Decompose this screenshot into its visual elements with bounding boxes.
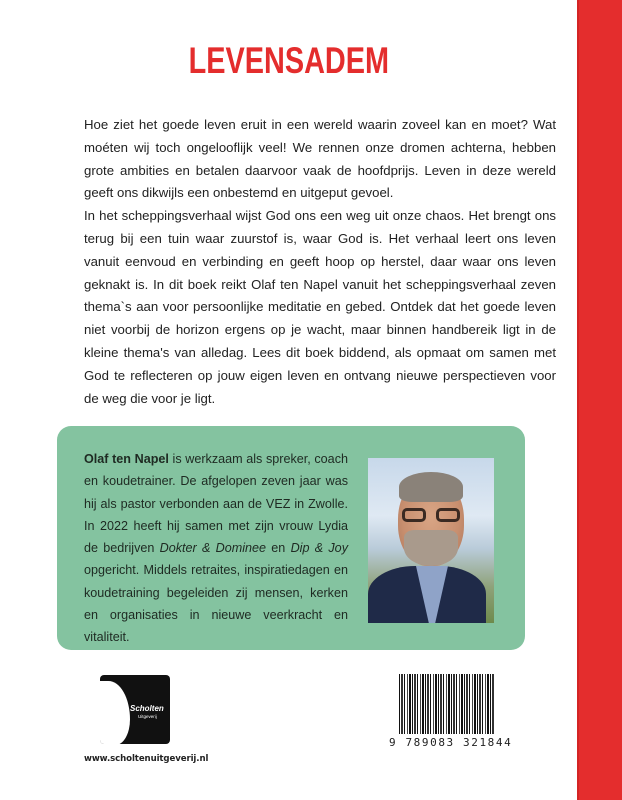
blurb-paragraph-2: In het scheppingsverhaal wijst God ons een weg uit onze chaos. Het brengt ons terug bij een tuin waar zuurstof is, waar God is. Het verhaal leert ons leven vanuit eenvoud en verbinding en geeft hoop op herstel, daar waar ons leven geknakt is. In dit boek reikt Olaf ten Napel vanuit het scheppingsverhaal zeven thema`s aan voor persoonlijke meditatie en gebed. Ontdek dat het goede leven niet voorbij de horizon ergens op je wacht, maar binnen handbereik ligt in de kleine thema's van alledag. Lees dit boek biddend, als opmaat om samen met God te reflecteren op jouw eigen leven en ontvang nieuwe perspectieven voor de weg die voor je ligt.	[84, 208, 556, 406]
author-name: Olaf ten Napel	[84, 452, 169, 466]
publisher-logo	[100, 675, 170, 744]
logo-profile-silhouette-icon	[100, 681, 130, 744]
bio-text-part-3: opgericht. Middels retraites, inspiratiedagen en koudetraining begeleiden zij mensen, kerken en organisaties in nieuwe veerkracht en vitaliteit.	[84, 563, 348, 645]
company-dokter-dominee: Dokter & Dominee	[159, 541, 267, 556]
photo-glasses-shape	[402, 508, 460, 524]
book-title: LEVENSADEM	[188, 40, 390, 81]
blurb-paragraph-1: Hoe ziet het goede leven eruit in een wereld waarin zoveel kan en moet? Wat moéten wij toch ongelooflijk veel! We rennen onze dromen achterna, hebben grote ambities en betalen daarvoor vaak de hoofdprijs. Leven in deze wereld geeft ons dikwijls een onbestemd en uitgeput gevoel.	[84, 117, 556, 201]
company-dip-joy: Dip & Joy	[290, 541, 348, 556]
photo-hair-shape	[399, 472, 463, 502]
bio-text-part-2: en	[266, 541, 291, 556]
publisher-brand: Scholten	[130, 704, 164, 713]
isbn-number: 9 789083 321844	[389, 736, 513, 749]
bio-text-part-1: is werkzaam als spreker, coach en koudetrainer. De afgelopen zeven jaar was hij als pastor verbonden aan de VEZ in Zwolle. In 2022 heeft hij samen met zijn vrouw Lydia de bedrijven	[84, 452, 348, 556]
publisher-website: www.scholtenuitgeverij.nl	[84, 754, 209, 764]
author-photo	[368, 458, 494, 623]
publisher-sub: Uitgeverij	[138, 714, 157, 719]
book-spine	[577, 0, 622, 800]
photo-beard-shape	[404, 530, 458, 566]
back-cover-blurb	[84, 114, 556, 410]
author-bio-text	[84, 448, 348, 649]
isbn-barcode	[399, 674, 495, 734]
